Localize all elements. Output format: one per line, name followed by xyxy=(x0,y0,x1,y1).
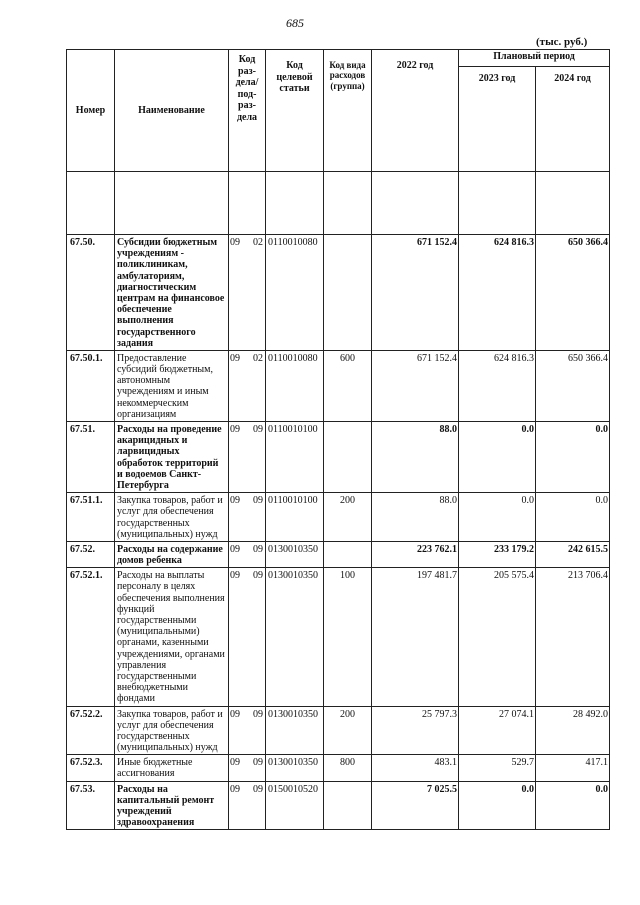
row-number: 67.51.1. xyxy=(67,493,115,542)
row-target-code: 0130010350 xyxy=(266,568,324,706)
header-2024: 2024 год xyxy=(536,67,610,172)
table-row xyxy=(67,568,610,706)
row-name: Расходы на содержание домов ребенка xyxy=(115,541,229,567)
table-row xyxy=(67,422,610,493)
row-expense-type xyxy=(324,422,372,493)
row-amount-2023: 624 816.3 xyxy=(459,235,536,351)
row-amount-2022: 197 481.7 xyxy=(372,568,459,706)
row-amount-2024: 650 366.4 xyxy=(536,235,610,351)
row-number: 67.52.2. xyxy=(67,706,115,755)
row-target-code: 0130010350 xyxy=(266,755,324,781)
row-number: 67.50.1. xyxy=(67,350,115,421)
row-name: Расходы на капитальный ремонт учреждений здравоохранения xyxy=(115,781,229,830)
row-subsection-code: 09 xyxy=(249,781,266,830)
row-section-code: 09 xyxy=(229,568,249,706)
row-section-code: 09 xyxy=(229,350,249,421)
row-number: 67.53. xyxy=(67,781,115,830)
row-expense-type xyxy=(324,541,372,567)
row-amount-2024: 650 366.4 xyxy=(536,350,610,421)
table-row xyxy=(67,493,610,542)
row-name: Закупка товаров, работ и услуг для обеспечения государственных (муниципальных) нужд xyxy=(115,706,229,755)
row-section-code: 09 xyxy=(229,422,249,493)
row-amount-2023: 205 575.4 xyxy=(459,568,536,706)
row-name: Закупка товаров, работ и услуг для обеспечения государственных (муниципальных) нужд xyxy=(115,493,229,542)
row-amount-2022: 671 152.4 xyxy=(372,350,459,421)
row-expense-type: 800 xyxy=(324,755,372,781)
table-row xyxy=(67,350,610,421)
row-amount-2022: 483.1 xyxy=(372,755,459,781)
row-amount-2022: 25 797.3 xyxy=(372,706,459,755)
row-amount-2023: 0.0 xyxy=(459,422,536,493)
row-subsection-code: 09 xyxy=(249,568,266,706)
row-subsection-code: 09 xyxy=(249,755,266,781)
row-name: Иные бюджетные ассигнования xyxy=(115,755,229,781)
row-subsection-code: 09 xyxy=(249,422,266,493)
row-expense-type: 100 xyxy=(324,568,372,706)
row-amount-2022: 88.0 xyxy=(372,493,459,542)
row-amount-2024: 417.1 xyxy=(536,755,610,781)
row-section-code: 09 xyxy=(229,706,249,755)
row-expense-type: 600 xyxy=(324,350,372,421)
row-expense-type xyxy=(324,235,372,351)
row-amount-2024: 0.0 xyxy=(536,422,610,493)
row-section-code: 09 xyxy=(229,235,249,351)
row-name: Расходы на проведение акарицидных и ларвицидных обработок территорий и водоемов Санкт-Петербурга xyxy=(115,422,229,493)
row-amount-2023: 233 179.2 xyxy=(459,541,536,567)
row-amount-2022: 671 152.4 xyxy=(372,235,459,351)
header-2022: 2022 год xyxy=(372,50,459,172)
header-number: Номер xyxy=(67,50,115,172)
header-expense-type: Код вида расходов (группа) xyxy=(324,50,372,172)
row-amount-2023: 624 816.3 xyxy=(459,350,536,421)
table-row xyxy=(67,541,610,567)
header-2023: 2023 год xyxy=(459,67,536,172)
row-amount-2024: 242 615.5 xyxy=(536,541,610,567)
table-row xyxy=(67,706,610,755)
header-section: Код раз- дела/ под- раз- дела xyxy=(229,50,266,172)
units-label: (тыс. руб.) xyxy=(536,36,588,48)
spacer-row xyxy=(67,172,610,235)
row-subsection-code: 09 xyxy=(249,541,266,567)
row-expense-type: 200 xyxy=(324,493,372,542)
row-amount-2024: 28 492.0 xyxy=(536,706,610,755)
row-amount-2022: 88.0 xyxy=(372,422,459,493)
row-number: 67.52.3. xyxy=(67,755,115,781)
row-amount-2023: 27 074.1 xyxy=(459,706,536,755)
row-amount-2023: 0.0 xyxy=(459,493,536,542)
row-section-code: 09 xyxy=(229,781,249,830)
row-name: Расходы на выплаты персоналу в целях обеспечения выполнения функций государственными (муниципальными) органами, казенными учреждениями, органами управления государственными внебюджетными фондами xyxy=(115,568,229,706)
row-expense-type xyxy=(324,781,372,830)
row-amount-2023: 0.0 xyxy=(459,781,536,830)
budget-table xyxy=(66,49,610,830)
row-target-code: 0110010080 xyxy=(266,235,324,351)
row-amount-2024: 0.0 xyxy=(536,781,610,830)
row-target-code: 0130010350 xyxy=(266,706,324,755)
row-target-code: 0110010100 xyxy=(266,493,324,542)
row-amount-2024: 0.0 xyxy=(536,493,610,542)
row-target-code: 0150010520 xyxy=(266,781,324,830)
row-amount-2022: 223 762.1 xyxy=(372,541,459,567)
row-subsection-code: 02 xyxy=(249,350,266,421)
header-name: Наименование xyxy=(115,50,229,172)
table-row xyxy=(67,781,610,830)
page-number: 685 xyxy=(286,16,304,30)
row-subsection-code: 09 xyxy=(249,706,266,755)
row-name: Предоставление субсидий бюджетным, автономным учреждениям и иным некоммерческим организациям xyxy=(115,350,229,421)
row-section-code: 09 xyxy=(229,493,249,542)
row-section-code: 09 xyxy=(229,541,249,567)
table-row xyxy=(67,755,610,781)
row-target-code: 0110010080 xyxy=(266,350,324,421)
row-amount-2022: 7 025.5 xyxy=(372,781,459,830)
row-target-code: 0110010100 xyxy=(266,422,324,493)
row-expense-type: 200 xyxy=(324,706,372,755)
row-number: 67.52. xyxy=(67,541,115,567)
row-number: 67.52.1. xyxy=(67,568,115,706)
row-number: 67.50. xyxy=(67,235,115,351)
row-name: Субсидии бюджетным учреждениям - поликлиникам, амбулаториям, диагностическим центрам на финансовое обеспечение выполнения государственного задания xyxy=(115,235,229,351)
row-amount-2023: 529.7 xyxy=(459,755,536,781)
row-amount-2024: 213 706.4 xyxy=(536,568,610,706)
row-target-code: 0130010350 xyxy=(266,541,324,567)
header-target: Код целевой статьи xyxy=(266,50,324,172)
table-row xyxy=(67,235,610,351)
header-planning-period: Плановый период xyxy=(459,50,610,67)
row-subsection-code: 02 xyxy=(249,235,266,351)
row-number: 67.51. xyxy=(67,422,115,493)
row-subsection-code: 09 xyxy=(249,493,266,542)
row-section-code: 09 xyxy=(229,755,249,781)
